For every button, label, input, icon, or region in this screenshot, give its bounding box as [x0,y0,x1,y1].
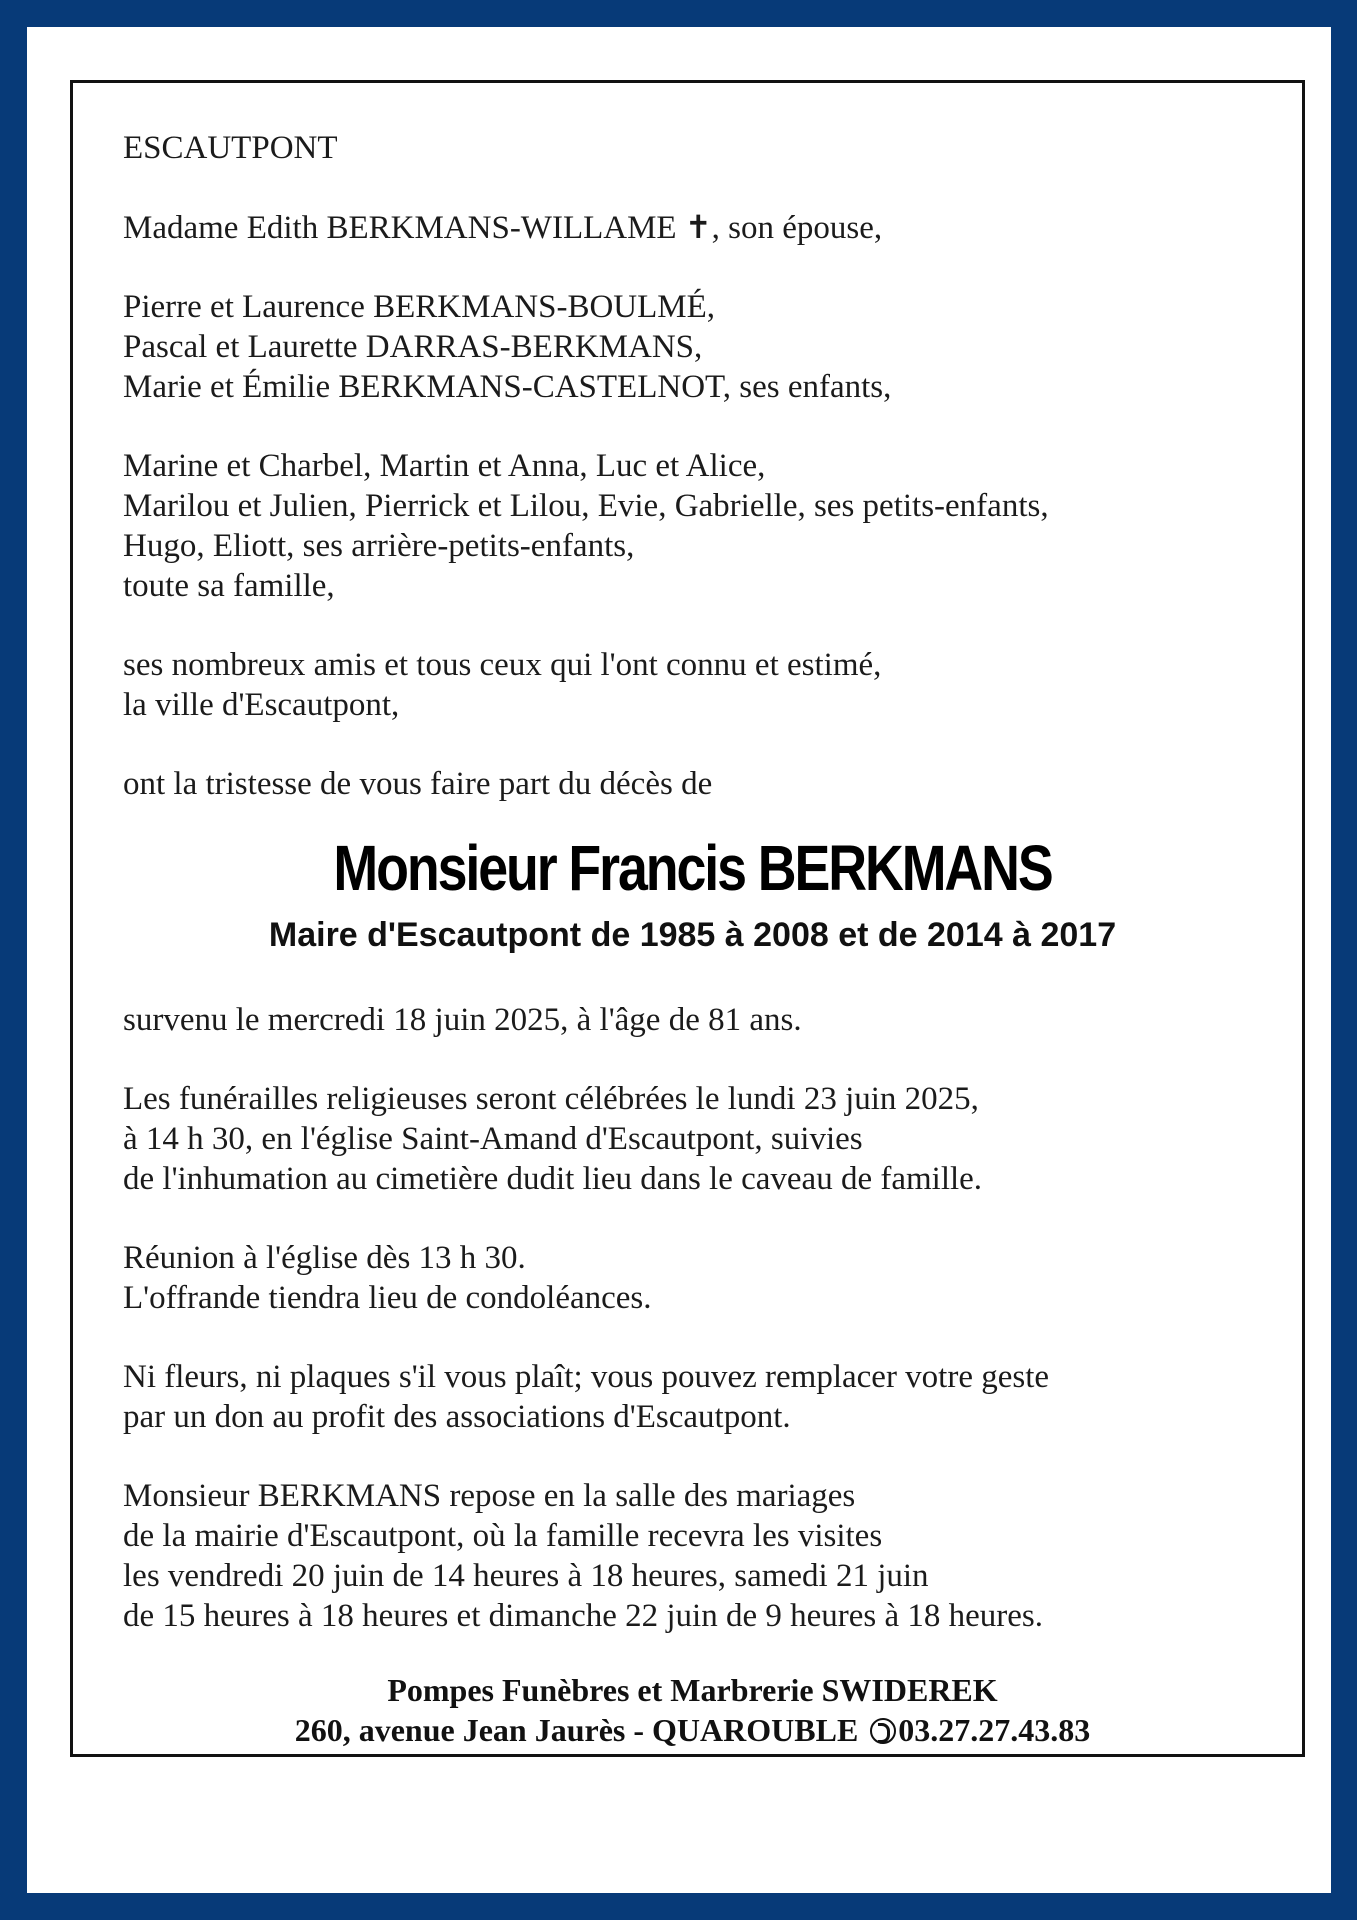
notice-content [123,128,1262,1750]
meeting-line: L'offrande tiendra lieu de condoléances. [123,1280,652,1316]
notice-frame [70,80,1305,1757]
deceased-title: Maire d'Escautpont de 1985 à 2008 et de 2014 à 2017 [268,916,1117,954]
visits-line: Monsieur BERKMANS repose en la salle des mariages [123,1478,856,1514]
children-line: Marie et Émilie BERKMANS-CASTELNOT, ses enfants, [123,369,892,405]
funeral-line: à 14 h 30, en l'église Saint-Amand d'Escautpont, suivies [123,1121,863,1157]
announcement-line: ont la tristesse de vous faire part du décès de [123,766,713,802]
funeral-line: de l'inhumation au cimetière dudit lieu dans le caveau de famille. [123,1161,983,1197]
grandchildren-line: Marine et Charbel, Martin et Anna, Luc et Alice, [123,448,766,484]
children-line: Pierre et Laurence BERKMANS-BOULMÉ, [123,289,716,325]
visits-line: les vendredi 20 juin de 14 heures à 18 heures, samedi 21 juin [123,1558,929,1594]
town-name: ESCAUTPONT [123,130,338,166]
visits-line: de 15 heures à 18 heures et dimanche 22 juin de 9 heures à 18 heures. [123,1598,1044,1634]
cross-icon: ✝ [684,208,712,246]
grandchildren-line: Marilou et Julien, Pierrick et Lilou, Evie, Gabrielle, ses petits-enfants, [123,488,1049,524]
spouse-name: Madame Edith BERKMANS-WILLAME [123,210,677,246]
meeting-line: Réunion à l'église dès 13 h 30. [123,1240,526,1276]
grandchildren-line: toute sa famille, [123,568,335,604]
grandchildren-line: Hugo, Eliott, ses arrière-petits-enfants, [123,528,635,564]
spouse-suffix: , son épouse, [711,210,883,246]
friends-line: la ville d'Escautpont, [123,687,400,723]
children-line: Pascal et Laurette DARRAS-BERKMANS, [123,329,703,365]
funeral-home-name: Pompes Funèbres et Marbrerie SWIDEREK [387,1672,998,1708]
funeral-line: Les funérailles religieuses seront célébrées le lundi 23 juin 2025, [123,1081,979,1117]
flowers-line: par un don au profit des associations d'Escautpont. [123,1399,791,1435]
funeral-home-contact [123,1710,1262,1750]
visits-line: de la mairie d'Escautpont, où la famille recevra les visites [123,1518,883,1554]
notice-sheet [27,27,1331,1893]
phone-icon [870,1718,896,1744]
death-line: survenu le mercredi 18 juin 2025, à l'âge de 81 ans. [123,1002,802,1038]
spouse-line [123,207,1262,248]
funeral-home-address: 260, avenue Jean Jaurès - QUAROUBLE [294,1712,859,1748]
flowers-line: Ni fleurs, ni plaques s'il vous plaît; vous pouvez remplacer votre geste [123,1359,1050,1395]
deceased-name: Monsieur Francis BERKMANS [333,832,1052,904]
funeral-home-phone: 03.27.27.43.83 [898,1712,1091,1748]
friends-line: ses nombreux amis et tous ceux qui l'ont connu et estimé, [123,647,882,683]
